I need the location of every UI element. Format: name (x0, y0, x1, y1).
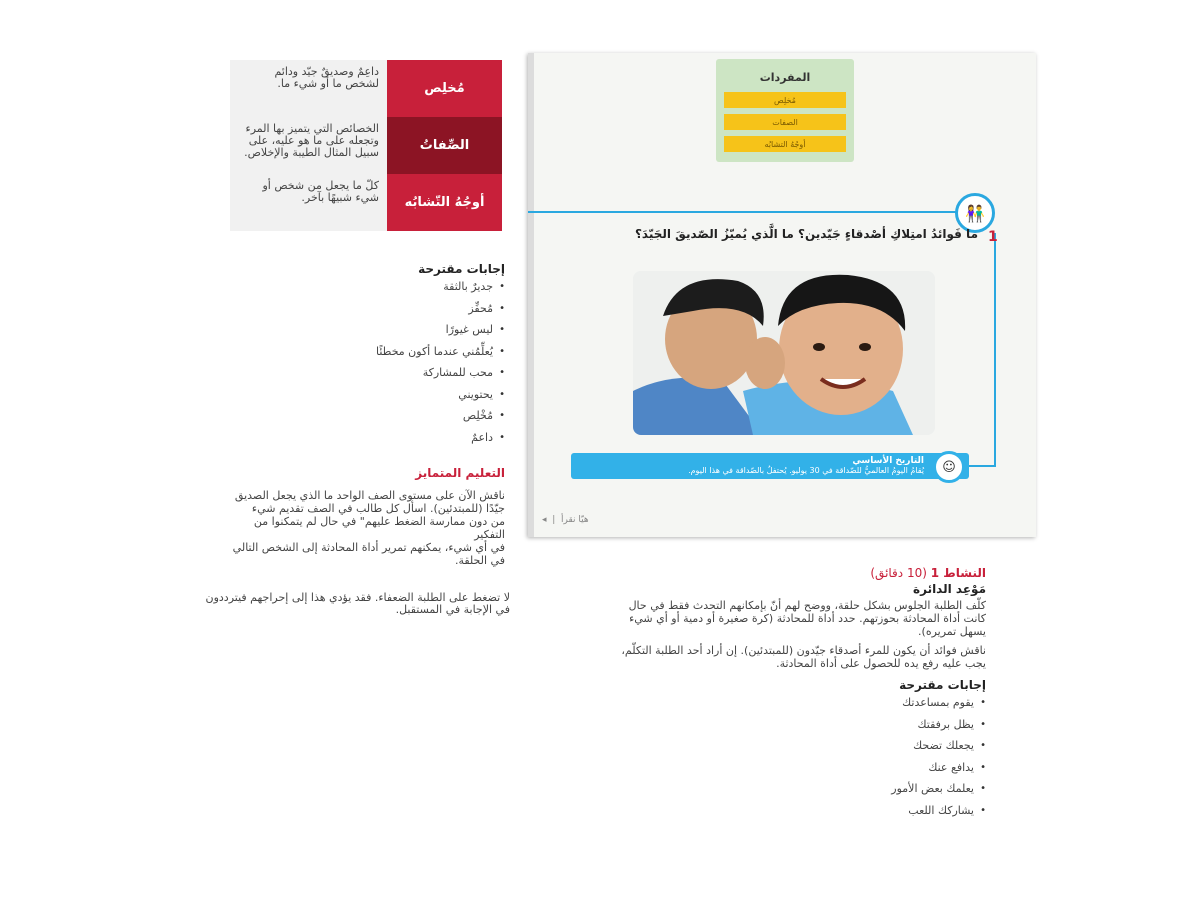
suggested-answers-list (840, 692, 986, 821)
vocab-row (230, 174, 502, 231)
bullet-icon: • (980, 783, 986, 795)
bullet-icon: • (499, 281, 505, 293)
list-item-text: يحتويني (458, 387, 493, 401)
vocab-definition: كلّ ما يجعل من شخص أو شيء شبيهًا بآخر. (230, 174, 387, 231)
vocabulary-box-title: المفردات (759, 71, 811, 84)
suggested-answers-heading: إجابات مقترحة (418, 262, 505, 276)
bullet-icon: • (499, 324, 505, 336)
suggested-answers-right (840, 678, 986, 821)
photo-two-boys (633, 271, 935, 435)
text-line: من دون ممارسة الضغط عليهم" في حال لم يتمكنوا من (253, 515, 505, 528)
text-line: جيّدًا (للمبتدئين). اسأل كل طالب في الصف تقديم شيء (251, 502, 505, 515)
vocab-row (230, 117, 502, 174)
list-item (300, 427, 505, 449)
list-item-text: ليس غيورًا (445, 323, 493, 337)
activity-title (610, 566, 986, 580)
history-text: يُقامُ اليومُ العالميُّ للصّداقة في 30 يوليو. يُحتفلُ بالصّداقة في هذا اليوم. (688, 466, 924, 475)
vocabulary-table (230, 60, 502, 231)
bullet-icon: • (499, 367, 505, 379)
list-item-text: يشاركك اللعب (908, 803, 974, 817)
photo-illustration (633, 271, 935, 435)
vocab-chip: الصفات (724, 114, 846, 130)
list-item-text: داعمٌ (471, 430, 493, 444)
activity-subtitle: مَوْعِد الدائرة (913, 582, 986, 596)
list-item-text: محب للمشاركة (422, 366, 493, 380)
list-item-text: جديرٌ بالثقة (443, 280, 493, 294)
bullet-icon: • (980, 697, 986, 709)
divider-line (965, 465, 996, 467)
list-item-text: يجعلك تضحك (913, 739, 974, 753)
vocabulary-box (716, 59, 854, 162)
list-item-text: يُعلِّمُني عندما أكون مخطئًا (376, 344, 493, 358)
bullet-icon: • (499, 410, 505, 422)
list-item-text: يعلمك بعض الأمور (891, 782, 974, 796)
page-edge (528, 53, 534, 537)
bullet-icon: • (980, 718, 986, 730)
list-item (840, 800, 986, 822)
friends-icon: 👫 (955, 193, 995, 233)
bullet-icon: • (980, 740, 986, 752)
bullet-icon: • (499, 431, 505, 443)
bullet-icon: • (980, 761, 986, 773)
history-banner (571, 453, 969, 479)
activity-paragraph: كلّف الطلبة الجلوس بشكل حلقة، ووضح لهم أنّ بإمكانهم التحدث فقط في حال كانت أداة المحادثة بحوزتهم. حدد أداة للمحادثة (كرة صغيرة أو دمية أو أي شيء يسهل تمريره). (628, 599, 986, 638)
text-line: التفكير (474, 528, 505, 541)
bullet-icon: • (499, 388, 505, 400)
list-item-text: يدافع عنك (928, 760, 974, 774)
smiley-icon: ☺ (933, 451, 965, 483)
question-number: 1 (988, 229, 998, 245)
suggested-answers-list (300, 276, 505, 448)
list-item (300, 319, 505, 341)
list-item (840, 714, 986, 736)
overflow-text: لا تضغط على الطلبة الضعفاء. فقد يؤدي هذا إلى إحراجهم فيترددون في الإجابة في المستقبل. (205, 591, 510, 616)
vocab-term: الصِّفاتُ (387, 117, 502, 174)
divider-line (528, 211, 958, 213)
section-title: التعليم المتمايز (415, 466, 505, 480)
bullet-icon: • (499, 345, 505, 357)
bullet-icon: • (499, 302, 505, 314)
list-item (300, 384, 505, 406)
list-item (840, 735, 986, 757)
text-line: في أي شيء، يمكنهم تمرير أداة المحادثة إلى الشخص التالي (232, 541, 505, 554)
vocab-chip: أوجُهُ التشابُه (724, 136, 846, 152)
list-item (840, 757, 986, 779)
list-item-text: مُخْلِص (462, 409, 493, 423)
list-item (300, 276, 505, 298)
divider-line (994, 233, 996, 467)
section-body (180, 490, 505, 567)
vocab-chip: مُخلِص (724, 92, 846, 108)
vocab-definition: الخصائص التي يتميز بها المرء وتجعله على ما هو عليه، على سبيل المثال الطيبة والإخلاص. (230, 117, 387, 174)
vocab-term: أوجُهُ التّشابُه (387, 174, 502, 231)
list-item-text: مُحفِّز (468, 301, 493, 315)
bullet-icon: • (980, 804, 986, 816)
activity-label: النشاط 1 (930, 566, 986, 580)
page-footer: ◂ | هيّا نقرأ (542, 515, 589, 525)
activity-duration: (10 دقائق) (870, 566, 927, 580)
history-title: التاريخ الأساسي (852, 456, 924, 466)
suggested-answers-heading: إجابات مقترحة (899, 678, 986, 692)
activity-paragraph: ناقش فوائد أن يكون للمرء أصدقاء جيّدون (للمبتدئين). إن أراد أحد الطلبة التكلّم، يجب عليه رفع يده للحصول على أداة المحادثة. (621, 644, 986, 670)
list-item (840, 778, 986, 800)
vocab-definition: داعِمٌ وصديقٌ جيّد ودائم لشخص ما أو شيء ما. (230, 60, 387, 117)
footer-text: هيّا نقرأ (561, 515, 589, 525)
question-text: ما فَوائدُ امتِلاكِ أصْدقاءٍ جَيّدين؟ ما الَّذي يُميّزُ الصّديقَ الجَيّدَ؟ (634, 227, 978, 241)
vocab-row (230, 60, 502, 117)
text-line: في الحلقة. (454, 554, 505, 567)
student-book-page (528, 53, 1036, 537)
text-line: ناقش الآن على مستوى الصف الواحد ما الذي يجعل الصديق (234, 489, 505, 502)
list-item (300, 341, 505, 363)
list-item (300, 405, 505, 427)
vocab-term: مُخلِص (387, 60, 502, 117)
differentiated-instruction (180, 466, 505, 568)
list-item-text: يظل برفقتك (917, 717, 974, 731)
list-item (840, 692, 986, 714)
list-item (300, 298, 505, 320)
list-item (300, 362, 505, 384)
list-item-text: يقوم بمساعدتك (902, 696, 974, 710)
suggested-answers-left (300, 262, 505, 448)
activity-section (610, 566, 986, 670)
